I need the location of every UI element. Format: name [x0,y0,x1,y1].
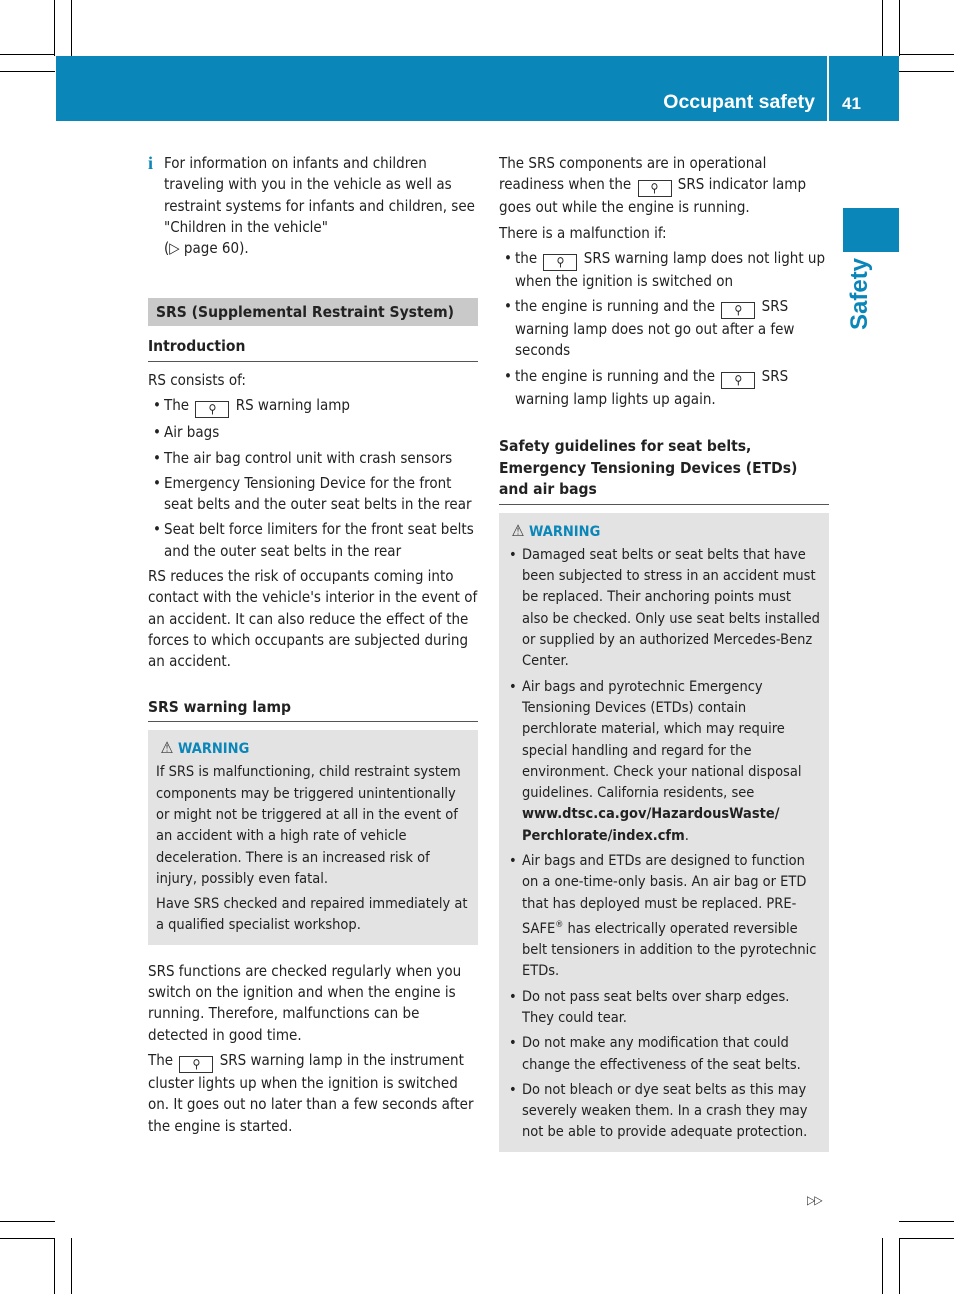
srs-indicator-icon: ⚲ [543,254,577,271]
page-reference[interactable]: (▷ page 60). [164,239,249,258]
srs-indicator-icon: ⚲ [179,1056,213,1073]
warning-triangle-icon: ⚠ [160,738,174,758]
header-divider [827,56,829,121]
info-icon: i [148,153,154,173]
page-number: 41 [842,94,861,113]
crop-mark [899,71,954,72]
list-item: • Seat belt force limiters for the front seat belts and the outer seat belts in the rear [148,519,478,562]
list-item: • The ⚲ RS warning lamp [148,395,478,418]
crop-mark [71,0,72,56]
list-item: • The air bag control unit with crash sensors [148,448,478,469]
intro-heading: Introduction [148,336,478,362]
intro-list [148,395,478,562]
list-item: • Do not pass seat belts over sharp edges. They could tear. [507,987,821,1030]
srs-indicator-icon: ⚲ [721,372,755,389]
crop-mark [0,1221,55,1222]
list-item: • Air bags and pyrotechnic Emergency Tensioning Devices (ETDs) contain perchlorate material, which may require special handling and regard for the environment. Check your national disposal guidelines. California residents, see www.dtsc.ca.gov/HazardousWaste/ Perchlorate/index.cfm. [507,677,821,847]
warning-header: ⚠ WARNING [156,737,470,760]
list-item: • Damaged seat belts or seat belts that have been subjected to stress in an accident must be replaced. Their anchoring points must also be checked. Only use seat belts installed or supplied by an authorized Mercedes-Benz Center. [507,545,821,673]
malfunction-lead: There is a malfunction if: [499,223,667,242]
crop-mark [899,1221,954,1222]
malfunction-list [499,248,829,410]
right-column [499,153,829,1152]
check-paragraph: SRS functions are checked regularly when you switch on the ignition and when the engine is running. Therefore, malfunctions can be detected in good time. [148,961,462,1044]
double-arrow-icon[interactable]: ▷▷ [807,1193,822,1207]
crop-mark [899,1238,900,1294]
guidelines-heading: Safety guidelines for seat belts, Emergency Tensioning Devices (ETDs) and air bags [499,436,829,505]
side-tab[interactable] [843,208,899,252]
warning-header: ⚠ WARNING [507,520,821,543]
crop-mark [899,54,954,55]
srs-indicator-icon: ⚲ [721,302,755,319]
lamp-heading: SRS warning lamp [148,697,478,723]
crop-mark [899,0,900,56]
list-item: • the engine is running and the ⚲ SRS warning lamp does not go out after a few seconds [499,296,829,362]
warning-box [148,730,478,945]
section-title: SRS (Supplemental Restraint System) [148,298,478,326]
list-item: • Air bags and ETDs are designed to function on a one-time-only basis. An air bag or ETD that has deployed must be replaced. PRE-SAFE® has electrically operated reversible belt tensioners in addition to the pyrotechnic ETDs. [507,851,821,983]
crop-mark [882,1238,883,1294]
warning-box [499,513,829,1152]
crop-mark [0,71,55,72]
warning-list [507,545,821,1144]
intro-lead: RS consists of: [148,370,246,389]
crop-mark [899,1238,954,1239]
list-item: • the engine is running and the ⚲ SRS warning lamp lights up again. [499,366,829,410]
list-item: • Emergency Tensioning Device for the front seat belts and the outer seat belts in the rear [148,473,478,516]
crop-mark [882,0,883,56]
crop-mark [54,1238,55,1294]
warning-text: If SRS is malfunctioning, child restraint system components may be triggered unintentionally or might not be triggered at all in the event of an accident with a high rate of vehicle deceleration. There is an increased risk of injury, possibly even fatal. [156,764,461,887]
list-item: • the ⚲ SRS warning lamp does not light up when the ignition is switched on [499,248,829,292]
lamp-paragraph: The ⚲ SRS warning lamp in the instrument cluster lights up when the ignition is switched on. It goes out no later than a few seconds after the engine is started. [148,1050,474,1135]
readiness-paragraph: The SRS components are in operational readiness when the ⚲ SRS indicator lamp goes out while the engine is running. [499,154,807,217]
list-item: • Do not bleach or dye seat belts as this may severely weaken them. In a crash they may not be able to provide adequate protection. [507,1080,821,1144]
chapter-title: Occupant safety [663,91,815,113]
page-header [56,56,899,121]
info-note [148,153,478,259]
srs-indicator-icon: ⚲ [195,401,229,418]
srs-indicator-icon: ⚲ [638,180,672,197]
crop-mark [54,0,55,56]
list-item: • Air bags [148,422,478,443]
crop-mark [0,54,55,55]
left-column [148,153,478,1141]
warning-triangle-icon: ⚠ [511,520,525,540]
warning-text: Have SRS checked and repaired immediately at a qualified specialist workshop. [156,896,468,934]
intro-paragraph: RS reduces the risk of occupants coming into contact with the vehicle's interior in the event of an accident. It can also reduce the effect of the forces to which occupants are subjected during an accident. [148,567,478,671]
info-note-text: For information on infants and children traveling with you in the vehicle as well as restraint systems for infants and children, see "Children in the vehicle" (▷ page 60). [164,154,475,258]
external-link[interactable]: www.dtsc.ca.gov/HazardousWaste/ Perchlorate/index.cfm [522,806,780,844]
side-tab-label: Safety [846,257,873,330]
crop-mark [0,1238,55,1239]
crop-mark [71,1238,72,1294]
list-item: • Do not make any modification that could change the effectiveness of the seat belts. [507,1033,821,1076]
